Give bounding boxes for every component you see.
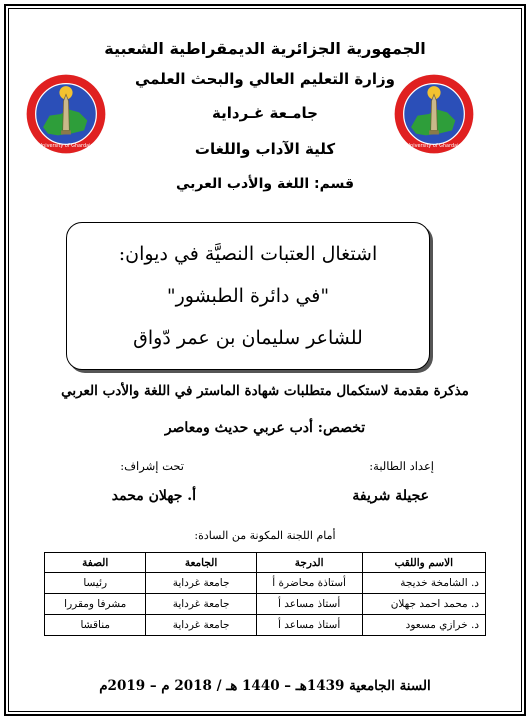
logo-caption-right: University of Ghardaia xyxy=(406,142,462,149)
student-name: عجيلة شريفة xyxy=(352,488,429,504)
committee-table xyxy=(44,552,486,636)
member-name: د. خرازي مسعود xyxy=(362,615,485,636)
university-emblem-icon-right xyxy=(393,73,475,155)
prepared-by-label: إعداد الطالبة: xyxy=(369,459,434,473)
member-university: جامعة غرداية xyxy=(146,573,256,594)
member-name: د. محمد احمد جهلان xyxy=(362,594,485,615)
member-role: رئيسا xyxy=(45,573,146,594)
republic-heading: الجمهورية الجزائرية الديمقراطية الشعبية xyxy=(104,39,426,58)
col-header-rank: الدرجة xyxy=(256,553,362,573)
member-rank: أستاذة محاضرة أ xyxy=(256,573,362,594)
member-role: مشرفا ومقررا xyxy=(45,594,146,615)
committee-header-row xyxy=(45,553,486,573)
member-university: جامعة غرداية xyxy=(146,615,256,636)
specialization: تخصص: أدب عربي حديث ومعاصر xyxy=(164,420,366,436)
memo-statement: مذكرة مقدمة لاستكمال متطلبات شهادة الماستر في اللغة والأدب العربي xyxy=(61,383,469,399)
member-name: د. الشامخة خديجة xyxy=(362,573,485,594)
col-header-role: الصفة xyxy=(45,553,146,573)
academic-year: السنة الجامعية 1439هـ – 1440 هـ / 2018 م – 2019م xyxy=(99,678,431,694)
supervisor-name: أ. جهلان محمد xyxy=(111,488,196,504)
col-header-name: الاسم واللقب xyxy=(362,553,485,573)
table-row xyxy=(45,615,486,636)
thesis-title-line-1: اشتغال العتبات النصيَّة في ديوان: xyxy=(118,243,378,265)
supervisor-label: تحت إشراف: xyxy=(120,459,184,473)
committee-intro: أمام اللجنة المكونة من السادة: xyxy=(194,529,336,542)
member-university: جامعة غرداية xyxy=(146,594,256,615)
table-row xyxy=(45,573,486,594)
member-rank: أستاذ مساعد أ xyxy=(256,594,362,615)
table-row xyxy=(45,594,486,615)
faculty-heading: كلية الآداب واللغات xyxy=(194,140,336,158)
thesis-title-line-3: للشاعر سليمان بن عمر دّواق xyxy=(133,327,363,349)
ministry-heading: وزارة التعليم العالي والبحث العلمي xyxy=(134,70,396,88)
thesis-title-line-2: "في دائرة الطبشور" xyxy=(166,285,330,307)
col-header-university: الجامعة xyxy=(146,553,256,573)
department-heading: قسم: اللغة والأدب العربي xyxy=(175,176,355,192)
member-rank: أستاذ مساعد أ xyxy=(256,615,362,636)
university-heading: جامـعة غـرداية xyxy=(212,104,318,122)
logo-caption: University of Ghardaia xyxy=(38,142,94,149)
thesis-title-box xyxy=(66,222,430,370)
university-emblem-icon xyxy=(25,73,107,155)
member-role: مناقشا xyxy=(45,615,146,636)
